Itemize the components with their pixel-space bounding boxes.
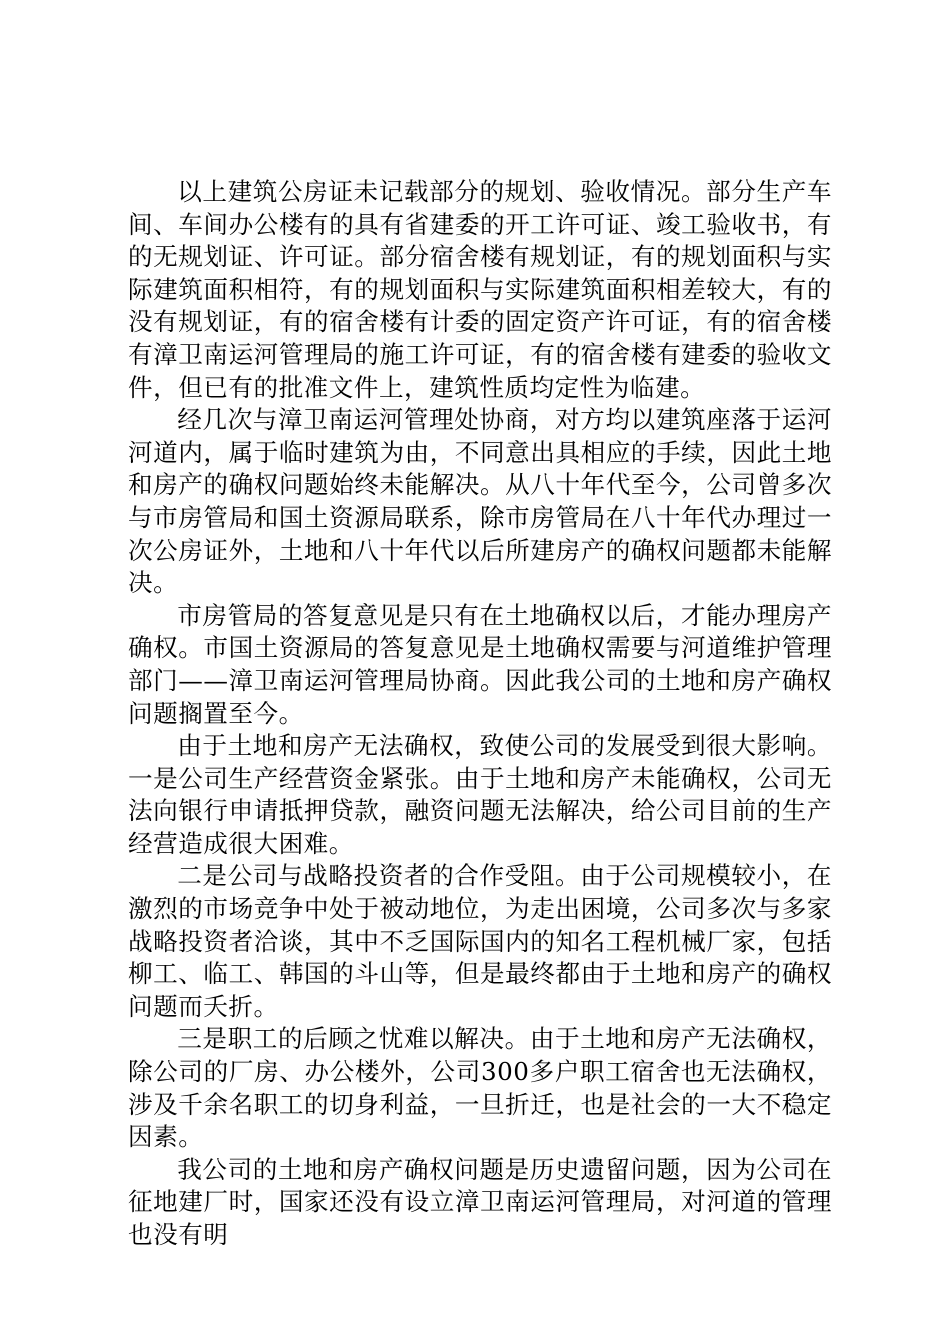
- paragraph-5: 二是公司与战略投资者的合作受阻。由于公司规模较小，在激烈的市场竞争中处于被动地位，为走出困境，公司多次与多家战略投资者洽谈，其中不乏国际国内的知名工程机械厂家，包括柳工、临工、韩国的斗山等，但是最终都由于土地和房产的确权问题而夭折。: [128, 861, 832, 1021]
- paragraph-3: 市房管局的答复意见是只有在土地确权以后，才能办理房产确权。市国土资源局的答复意见是土地确权需要与河道维护管理部门——漳卫南运河管理局协商。因此我公司的土地和房产确权问题搁置至今。: [128, 600, 832, 728]
- paragraph-7: 我公司的土地和房产确权问题是历史遗留问题，因为公司在征地建厂时，国家还没有设立漳卫南运河管理局，对河道的管理也没有明: [128, 1154, 832, 1249]
- paragraph-1: 以上建筑公房证未记载部分的规划、验收情况。部分生产车间、车间办公楼有的具有省建委的开工许可证、竣工验收书，有的无规划证、许可证。部分宿舍楼有规划证，有的规划面积与实际建筑面积相符，有的规划面积与实际建筑面积相差较大，有的没有规划证，有的宿舍楼有计委的固定资产许可证，有的宿舍楼有漳卫南运河管理局的施工许可证，有的宿舍楼有建委的验收文件，但已有的批准文件上，建筑性质均定性为临建。: [128, 177, 832, 402]
- paragraph-2: 经几次与漳卫南运河管理处协商，对方均以建筑座落于运河河道内，属于临时建筑为由，不同意出具相应的手续，因此土地和房产的确权问题始终未能解决。从八十年代至今，公司曾多次与市房管局和国土资源局联系，除市房管局在八十年代办理过一次公房证外，土地和八十年代以后所建房产的确权问题都未能解决。: [128, 405, 832, 598]
- paragraph-4: 由于土地和房产无法确权，致使公司的发展受到很大影响。一是公司生产经营资金紧张。由于土地和房产未能确权，公司无法向银行申请抵押贷款，融资问题无法解决，给公司目前的生产经营造成很大困难。: [128, 731, 832, 858]
- document-body: [128, 176, 832, 1252]
- paragraph-6: 三是职工的后顾之忧难以解决。由于土地和房产无法确权，除公司的厂房、办公楼外，公司300多户职工宿舍也无法确权，涉及千余名职工的切身利益，一旦折迁，也是社会的一大不稳定因素。: [128, 1024, 832, 1152]
